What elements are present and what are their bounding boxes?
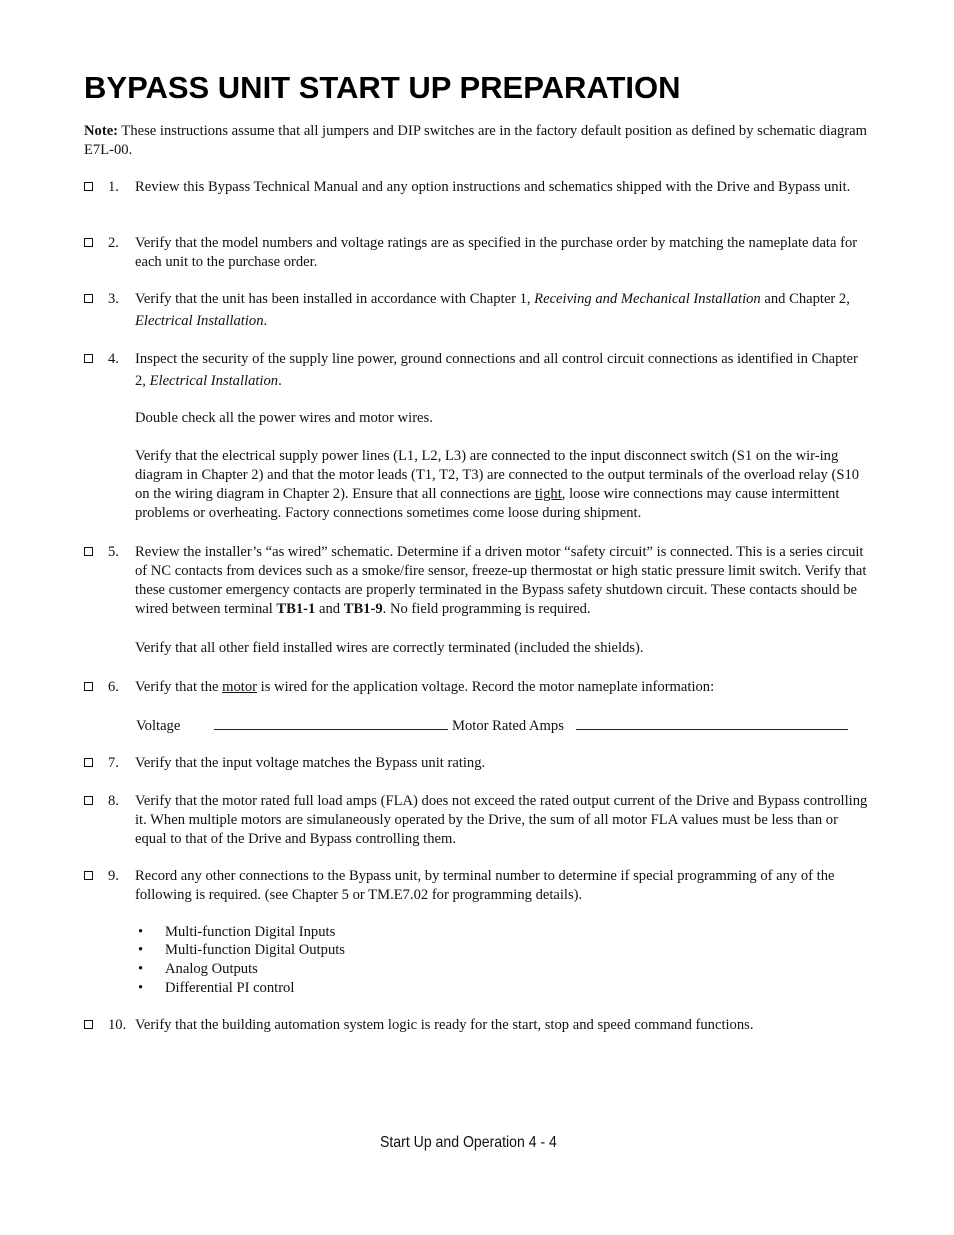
motor-rated-amps-label: Motor Rated Amps	[452, 718, 564, 734]
underlined-word: motor	[222, 679, 258, 695]
item-number: 6.	[108, 679, 119, 695]
item-number: 1.	[108, 179, 119, 195]
note-text: These instructions assume that all jumpers and DIP switches are in the factory default position as defined by schematic diagram E7L-00.	[84, 123, 867, 158]
item-number: 10.	[108, 1017, 127, 1033]
item-number: 8.	[108, 793, 119, 809]
item-text: Review the installer’s “as wired” schematic. Determine if a driven motor “safety circuit” is connected. This is a series circuit of NC contacts from devices such as a smoke/fire sensor, freeze-up thermostat or high static pressure limit switch. Verify that these customer emergency contacts are properly terminated in the Bypass safety shutdown circuit. These contacts should be wired between terminal TB1-1 and TB1-9. No field programming is required.	[135, 544, 867, 617]
item-text: Verify that the model numbers and voltage ratings are as specified in the purchase order by matching the nameplate data for each unit to the purchase order.	[135, 235, 858, 270]
page-title: BYPASS UNIT START UP PREPARATION	[84, 70, 681, 105]
checkbox-7[interactable]	[84, 758, 93, 767]
item-number: 7.	[108, 755, 119, 771]
note-label: Note:	[84, 123, 119, 139]
item-number: 9.	[108, 868, 119, 884]
checkbox-9[interactable]	[84, 871, 93, 880]
bullet-dot: •	[138, 942, 144, 958]
checkbox-2[interactable]	[84, 238, 93, 247]
checkbox-6[interactable]	[84, 682, 93, 691]
item-text: Record any other connections to the Bypass unit, by terminal number to determine if special programming of any of the following is required. (see Chapter 5 or TM.E7.02 for programming details).	[135, 868, 835, 903]
item-text: Review this Bypass Technical Manual and any option instructions and schematics shipped with the Drive and Bypass unit.	[135, 179, 851, 195]
bullet-dot: •	[138, 924, 144, 940]
item-number: 2.	[108, 235, 119, 251]
motor-rated-amps-field	[452, 717, 848, 736]
item-number: 5.	[108, 544, 119, 560]
voltage-field	[136, 717, 448, 736]
underlined-word: tight	[535, 486, 562, 502]
checkbox-3[interactable]	[84, 294, 93, 303]
page-footer: Start Up and Operation 4 - 4	[380, 1134, 557, 1151]
item-5-paragraph-1: Verify that all other field installed wires are correctly terminated (included the shields).	[135, 640, 644, 656]
item-text: Verify that the motor is wired for the application voltage. Record the motor nameplate information:	[135, 679, 715, 695]
voltage-blank-line[interactable]	[214, 717, 448, 730]
checkbox-8[interactable]	[84, 796, 93, 805]
document-page: BYPASS UNIT START UP PREPARATION Note: These instructions assume that all jumpers and DIP switches are in the factory default position as defined by schematic diagram E7L-00. 1. Review this Bypass Technical Manual and any option instructions and schematics shipped with the Drive and Bypass unit. 2. Verify that the model numbers and voltage ratings are as specified in the purchase order by matching the nameplate data for each unit to the purchase order. 3. Verify that the unit has been installed in accordance with Chapter 1, Receiving and Mechanical Installation and Chapter 2, Electrical Installation. 4. Inspect the security of the supply line power, ground connections and all control circuit connections as identified in Chapter 2, Electrical Installation. Double check all the power wires and motor wires. Verify that the electrical supply power lines (L1, L2, L3) are connected to the input disconnect switch (S1 on the wir-ing diagram in Chapter 2) and that the motor leads (T1, T2, T3) are connected to the output terminals of the overload relay (S10 on the wiring diagram in Chapter 2). Ensure that all connections are tight, loose wire connections may cause intermittent problems or overheating. Factory connections sometimes come loose during shipment. 5. Review the installer’s “as wired” schematic. Determine if a driven motor “safety circuit” is connected. This is a series circuit of NC contacts from devices such as a smoke/fire sensor, freeze-up thermostat or high static pressure limit switch. Verify that these customer emergency contacts are properly terminated in the Bypass safety shutdown circuit. These contacts should be wired between terminal TB1-1 and TB1-9. No field programming is required. Verify that all other field installed wires are correctly terminated (included the shields). 6. Verify that the motor is wired for the application voltage. Record the motor nameplate information: Voltage Motor Rated Amps 7. Verify that the input voltage matches the Bypass unit rating. 8. Verify that the motor rated full load amps (FLA) does not exceed the rated output current of the Drive and Bypass controlling it. When multiple motors are simulaneously operated by the Drive, the sum of all motor FLA values must be less than or equal to that of the Drive and Bypass controlling them. 9. Record any other connections to the Bypass unit, by terminal number to determine if special programming of any of the following is required. (see Chapter 5 or TM.E7.02 for programming details). • Multi-function Digital Inputs • Multi-function Digital Outputs • Analog Outputs • Differential PI control 10. Verify that the building automation system logic is ready for the start, stop and speed command functions. Start Up and Operation 4 - 4	[0, 0, 954, 1235]
voltage-label: Voltage	[136, 718, 181, 734]
bullet-dot: •	[138, 961, 144, 977]
checkbox-1[interactable]	[84, 182, 93, 191]
item-text: Verify that the input voltage matches the Bypass unit rating.	[135, 755, 486, 771]
motor-rated-amps-blank-line[interactable]	[576, 717, 848, 730]
checkbox-4[interactable]	[84, 354, 93, 363]
note-paragraph	[84, 122, 874, 160]
item-text: Verify that the building automation system logic is ready for the start, stop and speed command functions.	[135, 1017, 754, 1033]
item-number: 3.	[108, 291, 119, 307]
item-number: 4.	[108, 351, 119, 367]
bullet-dot: •	[138, 980, 144, 996]
item-4-paragraph-2: Verify that the electrical supply power lines (L1, L2, L3) are connected to the input disconnect switch (S1 on the wir-ing diagram in Chapter 2) and that the motor leads (T1, T2, T3) are connected to the output terminals of the overload relay (S10 on the wiring diagram in Chapter 2). Ensure that all connections are tight, loose wire connections may cause intermittent problems or overheating. Factory connections sometimes come loose during shipment.	[135, 448, 860, 521]
checkbox-10[interactable]	[84, 1020, 93, 1029]
item-4-paragraph-1: Double check all the power wires and motor wires.	[135, 410, 433, 426]
item-text: Verify that the unit has been installed in accordance with Chapter 1, Receiving and Mechanical Installation and Chapter 2, Electrical Installation.	[135, 291, 850, 329]
checkbox-5[interactable]	[84, 547, 93, 556]
item-text: Verify that the motor rated full load amps (FLA) does not exceed the rated output current of the Drive and Bypass controlling it. When multiple motors are simulaneously operated by the Drive, the sum of all motor FLA values must be less than or equal to that of the Drive and Bypass controlling them.	[135, 793, 868, 847]
item-text: Inspect the security of the supply line power, ground connections and all control circuit connections as identified in Chapter 2, Electrical Installation.	[135, 351, 858, 389]
